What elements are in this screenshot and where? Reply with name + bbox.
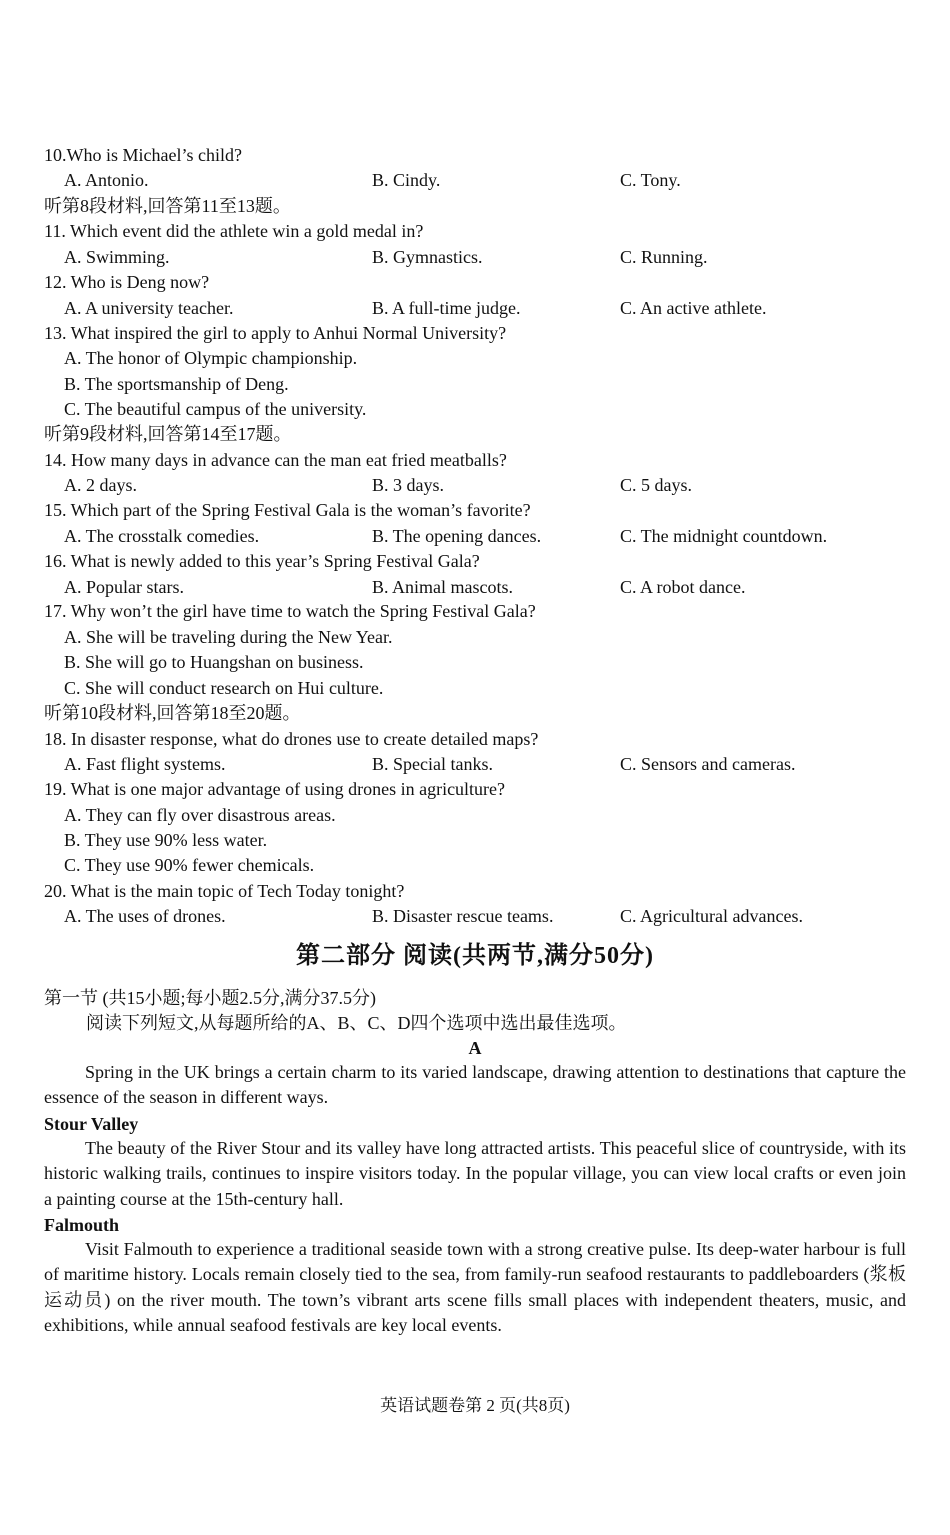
question-19-stem: 19. What is one major advantage of using drones in agriculture? bbox=[44, 779, 506, 799]
question-13-option-c: C. The beautiful campus of the university. bbox=[64, 399, 367, 419]
question-12-option-a: A. A university teacher. bbox=[64, 298, 234, 318]
question-19-option-c: C. They use 90% fewer chemicals. bbox=[64, 855, 315, 875]
question-16-stem: 16. What is newly added to this year’s Spring Festival Gala? bbox=[44, 551, 480, 571]
question-11-option-b: B. Gymnastics. bbox=[372, 247, 483, 267]
question-15-option-a: A. The crosstalk comedies. bbox=[64, 526, 260, 546]
instruction-section-10: 听第10段材料,回答第18至20题。 bbox=[44, 703, 301, 723]
instruction-section-9: 听第9段材料,回答第14至17题。 bbox=[44, 424, 292, 444]
question-11-option-c: C. Running. bbox=[620, 247, 708, 267]
question-16-option-b: B. Animal mascots. bbox=[372, 577, 513, 597]
question-15-option-c: C. The midnight countdown. bbox=[620, 526, 828, 546]
stour-valley-heading: Stour Valley bbox=[44, 1114, 139, 1134]
question-17-option-c: C. She will conduct research on Hui culture. bbox=[64, 678, 384, 698]
question-16-option-c: C. A robot dance. bbox=[620, 577, 746, 597]
question-11-option-a: A. Swimming. bbox=[64, 247, 170, 267]
part-2-title: 第二部分 阅读(共两节,满分50分) bbox=[296, 943, 654, 969]
question-14-option-b: B. 3 days. bbox=[372, 475, 444, 495]
question-10-option-a: A. Antonio. bbox=[64, 170, 149, 190]
question-20-option-c: C. Agricultural advances. bbox=[620, 906, 803, 926]
question-20-stem: 20. What is the main topic of Tech Today tonight? bbox=[44, 881, 405, 901]
instruction-section-8: 听第8段材料,回答第11至13题。 bbox=[44, 196, 291, 216]
question-18-option-c: C. Sensors and cameras. bbox=[620, 754, 796, 774]
question-20-option-b: B. Disaster rescue teams. bbox=[372, 906, 554, 926]
question-14-stem: 14. How many days in advance can the man eat fried meatballs? bbox=[44, 450, 507, 470]
question-17-stem: 17. Why won’t the girl have time to watch the Spring Festival Gala? bbox=[44, 601, 536, 621]
question-17-option-b: B. She will go to Huangshan on business. bbox=[64, 652, 364, 672]
question-12-option-b: B. A full-time judge. bbox=[372, 298, 521, 318]
question-11-stem: 11. Which event did the athlete win a gold medal in? bbox=[44, 221, 424, 241]
question-12-stem: 12. Who is Deng now? bbox=[44, 272, 210, 292]
falmouth-paragraph: Visit Falmouth to experience a traditional seaside town with a strong creative pulse. Its deep-water harbour is full of maritime history. Locals remain closely tied to the sea, from family-run seafood restaurants to paddleboarders (浆板运动员) on the river mouth. The town’s vibrant arts scene fills small places with independent theaters, music, and exhibitions, while annual seafood festivals are key local events. bbox=[44, 1239, 906, 1336]
question-13-stem: 13. What inspired the girl to apply to Anhui Normal University? bbox=[44, 323, 507, 343]
question-10-stem: 10.Who is Michael’s child? bbox=[44, 145, 242, 165]
question-15-stem: 15. Which part of the Spring Festival Gala is the woman’s favorite? bbox=[44, 500, 531, 520]
question-16-option-a: A. Popular stars. bbox=[64, 577, 184, 597]
section-1-heading: 第一节 (共15小题;每小题2.5分,满分37.5分) bbox=[44, 988, 376, 1008]
question-15-option-b: B. The opening dances. bbox=[372, 526, 542, 546]
question-14-option-a: A. 2 days. bbox=[64, 475, 137, 495]
question-17-option-a: A. She will be traveling during the New Year. bbox=[64, 627, 393, 647]
falmouth-heading: Falmouth bbox=[44, 1215, 120, 1235]
question-19-option-b: B. They use 90% less water. bbox=[64, 830, 268, 850]
question-19-option-a: A. They can fly over disastrous areas. bbox=[64, 805, 336, 825]
question-10-option-b: B. Cindy. bbox=[372, 170, 441, 190]
question-18-option-b: B. Special tanks. bbox=[372, 754, 493, 774]
question-13-option-b: B. The sportsmanship of Deng. bbox=[64, 374, 289, 394]
question-20-option-a: A. The uses of drones. bbox=[64, 906, 226, 926]
passage-letter: A bbox=[468, 1038, 482, 1058]
question-18-stem: 18. In disaster response, what do drones use to create detailed maps? bbox=[44, 729, 539, 749]
question-12-option-c: C. An active athlete. bbox=[620, 298, 767, 318]
question-13-option-a: A. The honor of Olympic championship. bbox=[64, 348, 358, 368]
question-10-option-c: C. Tony. bbox=[620, 170, 681, 190]
stour-valley-paragraph: The beauty of the River Stour and its valley have long attracted artists. This peaceful slice of countryside, with its historic walking trails, continues to inspire visitors today. In the popular village, you can view local crafts or even join a painting course at the 15th-century hall. bbox=[44, 1138, 906, 1209]
question-14-option-c: C. 5 days. bbox=[620, 475, 692, 495]
intro-paragraph: Spring in the UK brings a certain charm to its varied landscape, drawing attention to destinations that capture the essence of the season in different ways. bbox=[44, 1062, 906, 1108]
section-1-instruction: 阅读下列短文,从每题所给的A、B、C、D四个选项中选出最佳选项。 bbox=[86, 1013, 627, 1033]
page-footer: 英语试题卷第 2 页(共8页) bbox=[380, 1396, 570, 1415]
question-18-option-a: A. Fast flight systems. bbox=[64, 754, 226, 774]
